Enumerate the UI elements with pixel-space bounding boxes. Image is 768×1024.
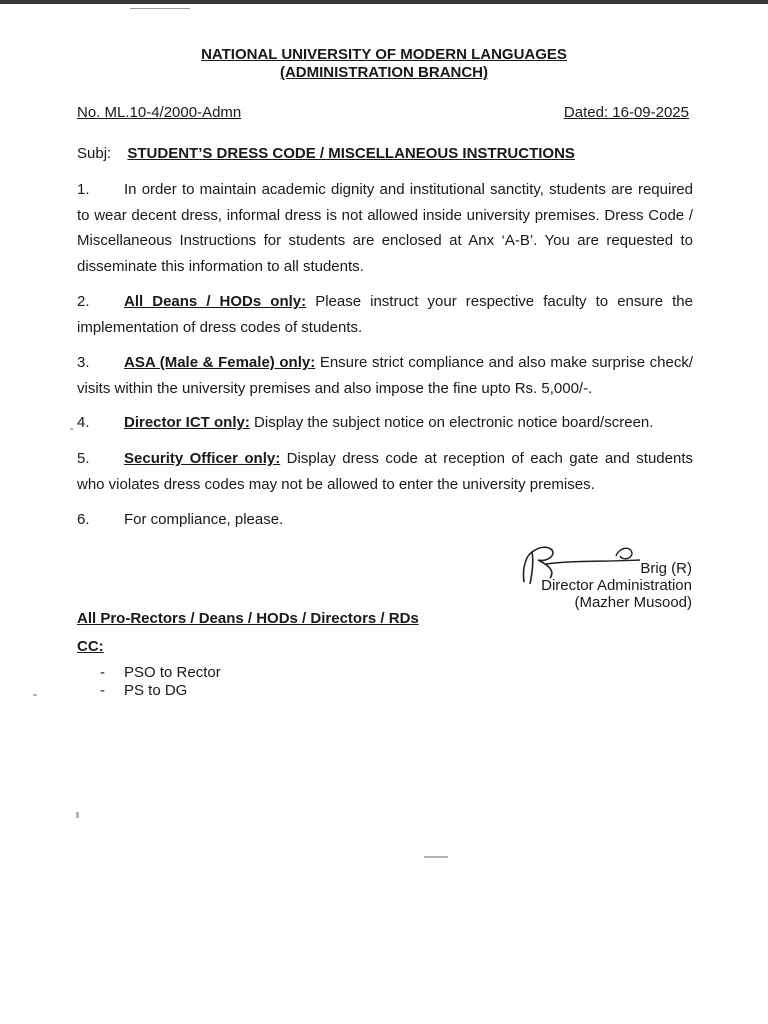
list-item (100, 664, 221, 682)
paragraph-lead: All Deans / HODs only: (124, 293, 307, 310)
paragraph-3 (77, 350, 693, 401)
paragraph-number: 4. (77, 414, 90, 431)
paragraph-text: Display the subject notice on electronic notice board/screen. (249, 414, 654, 431)
paragraph-2 (77, 289, 693, 340)
recipients-line: All Pro-Rectors / Deans / HODs / Directors / RDs (77, 610, 419, 627)
paragraph-text: For compliance, please. (124, 511, 284, 528)
paragraph-1 (77, 177, 693, 279)
paragraph-number: 1. (77, 181, 90, 198)
paragraph-text: Please instruct your respective faculty to ensure the implementation of dress codes of students. (77, 293, 693, 336)
paragraph-lead: Security Officer only: (124, 450, 281, 467)
reference-number: No. ML.10-4/2000-Admn (77, 104, 242, 121)
signatory-name: (Mazher Musood) (574, 594, 692, 611)
reference-date: Dated: 16-09-2025 (563, 104, 689, 121)
paragraph-number: 5. (77, 450, 90, 467)
paragraph-lead: Director ICT only: (124, 414, 250, 431)
paragraph-text: Ensure strict compliance and also make surprise check/ visits within the university premises and also impose the fine upto Rs. 5,000/-. (77, 354, 694, 397)
scan-speck (76, 812, 79, 818)
paragraph-text: Display dress code at reception of each gate and students who violates dress codes may not be allowed to enter the university premises. (77, 450, 693, 493)
paragraph-number: 3. (77, 354, 90, 371)
paragraph-4 (77, 410, 693, 436)
paragraph-lead: ASA (Male & Female) only: (124, 354, 316, 371)
list-bullet: - (100, 664, 105, 681)
subject-text: STUDENT’S DRESS CODE / MISCELLANEOUS INSTRUCTIONS (127, 145, 575, 162)
paragraph-number: 6. (77, 511, 90, 528)
paragraph-number: 2. (77, 293, 90, 310)
paragraph-5 (77, 446, 693, 497)
scan-speck (70, 428, 73, 430)
scan-artifact-line (130, 8, 190, 9)
list-item (100, 682, 221, 700)
signatory-title: Director Administration (541, 577, 692, 594)
list-item-text: PSO to Rector (124, 664, 221, 681)
cc-list (100, 664, 221, 700)
paragraph-text: In order to maintain academic dignity and institutional sanctity, students are required to wear decent dress, informal dress is not allowed inside university premises. Dress Code / Miscellaneous Instructions for students are enclosed at Anx ‘A-B’. You are requested to disseminate this information to all students. (77, 181, 693, 275)
paragraph-6 (77, 507, 693, 533)
reference-line (77, 104, 689, 121)
list-item-text: PS to DG (124, 682, 188, 699)
cc-label: CC: (77, 638, 104, 655)
subject-label: Subj: (77, 145, 112, 162)
list-bullet: - (100, 682, 105, 699)
subject-line (77, 145, 575, 162)
signatory-rank: Brig (R) (640, 560, 692, 577)
scan-top-border (0, 0, 768, 4)
scan-speck (424, 856, 448, 858)
signature-block (541, 560, 692, 611)
document-header (0, 46, 768, 82)
university-name: NATIONAL UNIVERSITY OF MODERN LANGUAGES (201, 46, 567, 63)
branch-name: (ADMINISTRATION BRANCH) (279, 64, 489, 81)
scan-speck (33, 694, 37, 696)
